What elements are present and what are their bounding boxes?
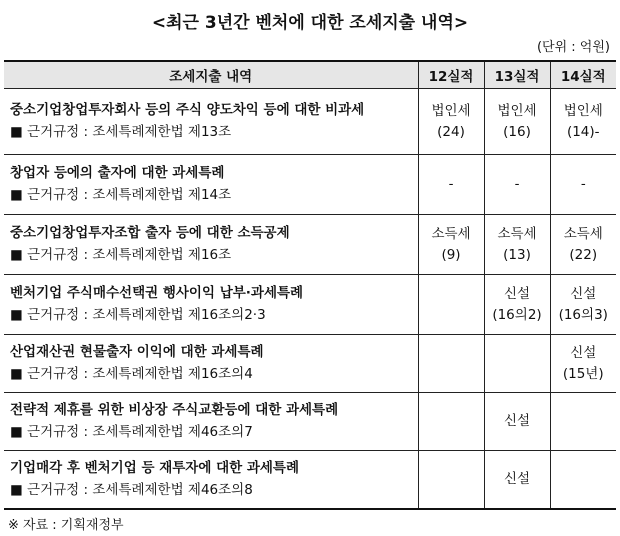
source-note: ※ 자료 : 기획재정부 [8,518,124,533]
value-12: 소득세 (9) [418,215,484,275]
table-row [4,89,616,155]
item-rule: ■ 근거규정 : 조세특례제한법 제16조의4 [10,366,253,382]
header-14: 14실적 [550,61,616,89]
value-13: 신설 [484,393,550,451]
value-13: 소득세 (13) [484,215,550,275]
item-cell [4,89,418,155]
item-rule: ■ 근거규정 : 조세특례제한법 제14조 [10,187,232,203]
table-row [4,335,616,393]
table-row [4,155,616,215]
value-12: - [418,155,484,215]
value-12: 법인세 (24) [418,89,484,155]
value-13: 신설 (16의2) [484,275,550,335]
value-13 [484,335,550,393]
table-row [4,275,616,335]
item-name: 중소기업창업투자회사 등의 주식 양도차익 등에 대한 비과세 [10,102,365,118]
value-12 [418,393,484,451]
header-item: 조세지출 내역 [4,61,418,89]
item-rule: ■ 근거규정 : 조세특례제한법 제46조의7 [10,424,253,440]
header-row [4,61,616,89]
value-14 [550,451,616,509]
value-12 [418,335,484,393]
item-name: 창업자 등에의 출자에 대한 과세특례 [10,165,225,181]
item-cell [4,393,418,451]
value-12 [418,275,484,335]
item-cell [4,451,418,509]
value-12 [418,451,484,509]
value-13: 법인세 (16) [484,89,550,155]
value-14: - [550,155,616,215]
header-12: 12실적 [418,61,484,89]
value-14: 신설 (16의3) [550,275,616,335]
item-rule: ■ 근거규정 : 조세특례제한법 제16조의2·3 [10,307,266,323]
item-name: 벤처기업 주식매수선택권 행사이익 납부·과세특례 [10,285,304,301]
item-name: 산업재산권 현물출자 이익에 대한 과세특례 [10,344,264,360]
item-cell [4,335,418,393]
value-13: - [484,155,550,215]
value-14 [550,393,616,451]
item-cell [4,155,418,215]
item-rule: ■ 근거규정 : 조세특례제한법 제46조의8 [10,481,253,498]
unit-label: (단위 : 억원) [536,40,610,55]
table-row [4,215,616,275]
item-cell [4,275,418,335]
table-row [4,451,616,509]
value-14: 신설 (15년) [550,335,616,393]
item-cell [4,215,418,275]
table-title: <최근 3년간 벤처에 대한 조세지출 내역> [151,13,469,33]
table-row [4,393,616,451]
value-13: 신설 [484,451,550,509]
item-rule: ■ 근거규정 : 조세특례제한법 제13조 [10,124,232,140]
value-14: 소득세 (22) [550,215,616,275]
item-name: 중소기업창업투자조합 출자 등에 대한 소득공제 [10,225,290,241]
item-name: 기업매각 후 벤처기업 등 재투자에 대한 과세특례 [10,459,300,476]
header-13: 13실적 [484,61,550,89]
item-rule: ■ 근거규정 : 조세특례제한법 제16조 [10,247,232,263]
item-name: 전략적 제휴를 위한 비상장 주식교환등에 대한 과세특례 [10,402,339,418]
value-14: 법인세 (14)- [550,89,616,155]
tax-expenditure-table [4,60,616,510]
